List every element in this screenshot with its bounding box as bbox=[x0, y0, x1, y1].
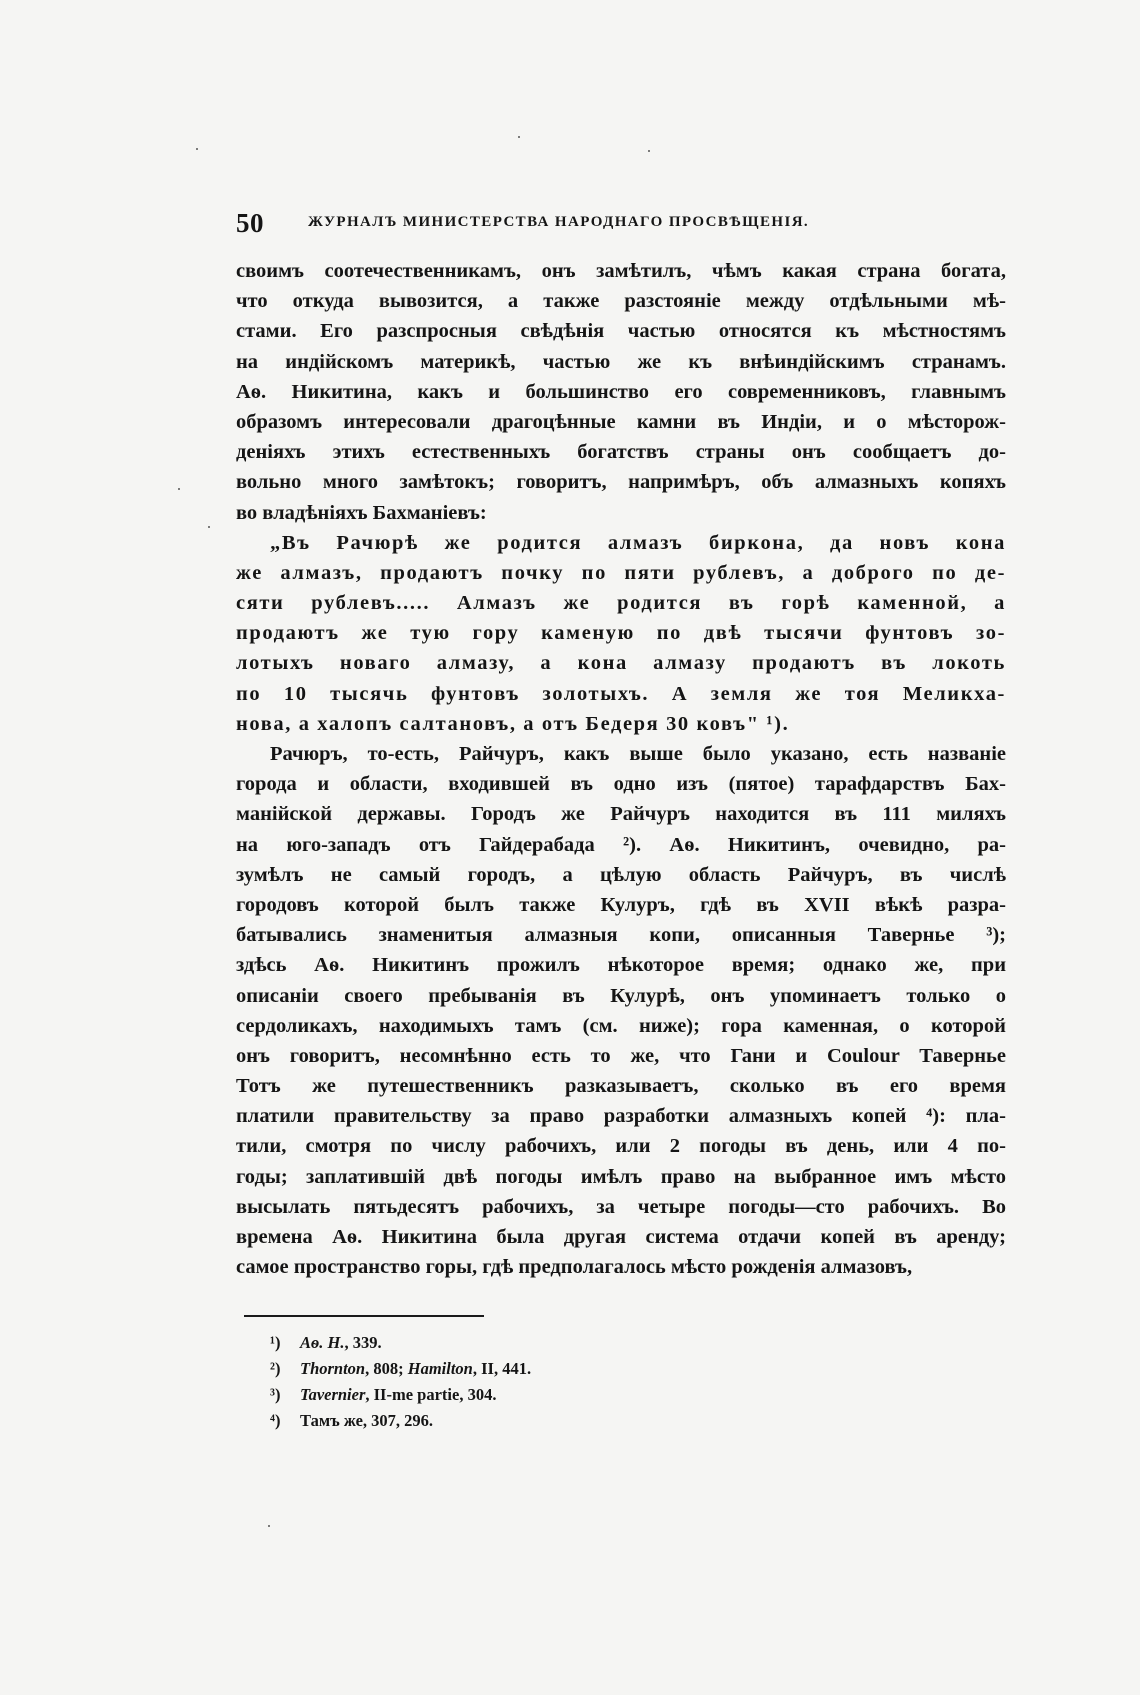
text-line: города и области, входившей въ одно изъ (пятое) тарафдарствъ Бах- bbox=[236, 773, 1006, 796]
footnote-text: , 339. bbox=[344, 1333, 382, 1352]
footnote-1 bbox=[270, 1330, 531, 1356]
scan-speck bbox=[518, 136, 520, 138]
body-text bbox=[236, 256, 1006, 1282]
text-line: описаніи своего пребыванія въ Кулурѣ, онъ упоминаетъ только о bbox=[236, 984, 1006, 1007]
footnotes bbox=[270, 1330, 531, 1434]
text-line: на индійскомъ материкѣ, частью же къ внѣиндійскимъ странамъ. bbox=[236, 350, 1006, 373]
footnote-text: , II, 441. bbox=[472, 1359, 532, 1378]
text-line: на юго-западъ отъ Гайдерабада ²). Аѳ. Никитинъ, очевидно, ра- bbox=[236, 833, 1006, 856]
scan-speck bbox=[648, 150, 650, 152]
text-line: по 10 тысячь фунтовъ золотыхъ. А земля же тоя Меликха- bbox=[236, 682, 1006, 705]
footnote-marker: ²) bbox=[270, 1359, 281, 1378]
text-line: годы; заплатившій двѣ погоды имѣлъ право на выбранное имъ мѣсто bbox=[236, 1165, 1006, 1188]
text-line: лотыхъ новаго алмазу, а кона алмазу продаютъ въ локоть bbox=[236, 652, 1006, 675]
footnote-marker: ³) bbox=[270, 1385, 281, 1404]
text-line: стами. Его разспросныя свѣдѣнія частью относятся къ мѣстностямъ bbox=[236, 320, 1006, 343]
text-line: во владѣніяхъ Бахманіевъ: bbox=[236, 501, 487, 524]
paragraph-2 bbox=[236, 739, 1006, 1282]
text-line: вольно много замѣтокъ; говоритъ, напримѣръ, объ алмазныхъ копяхъ bbox=[236, 471, 1006, 494]
text-line: Аѳ. Никитина, какъ и большинство его современниковъ, главнымъ bbox=[236, 380, 1006, 403]
paragraph-1 bbox=[236, 256, 1006, 528]
text-line: зумѣлъ не самый городъ, а цѣлую область Райчуръ, въ числѣ bbox=[236, 863, 1006, 886]
text-line: платили правительству за право разработки алмазныхъ копей ⁴): пла- bbox=[236, 1105, 1006, 1128]
footnote-marker: ⁴) bbox=[270, 1411, 281, 1430]
text-line: Тотъ же путешественникъ разказываетъ, сколько въ его время bbox=[236, 1075, 1006, 1098]
text-line: высылать пятьдесятъ рабочихъ, за четыре погоды—сто рабочихъ. Во bbox=[236, 1195, 1006, 1218]
footnote-divider bbox=[244, 1315, 484, 1317]
text-line: городовъ которой былъ также Кулуръ, гдѣ въ XVII вѣкѣ разра- bbox=[236, 893, 1006, 916]
footnote-2 bbox=[270, 1356, 531, 1382]
page-number: 50 bbox=[236, 208, 264, 238]
text-line: деніяхъ этихъ естественныхъ богатствъ страны онъ сообщаетъ до- bbox=[236, 441, 1006, 464]
scan-speck bbox=[208, 526, 210, 528]
footnote-marker: ¹) bbox=[270, 1333, 281, 1352]
page-header bbox=[236, 208, 1016, 238]
footnote-author: Аѳ. Н. bbox=[300, 1333, 345, 1352]
text-line: же алмазъ, продаютъ почку по пяти рублевъ, а доброго по де- bbox=[236, 561, 1006, 584]
text-line: батывались знаменитыя алмазныя копи, описанныя Тавернье ³); bbox=[236, 924, 1006, 947]
text-line: своимъ соотечественникамъ, онъ замѣтилъ, чѣмъ какая страна богата, bbox=[236, 260, 1006, 282]
text-line: здѣсь Аѳ. Никитинъ прожилъ нѣкоторое время; однако же, при bbox=[236, 954, 1006, 977]
footnote-text: , II-me partie, 304. bbox=[365, 1385, 497, 1404]
text-line: сяти рублевъ..... Алмазъ же родится въ горѣ каменной, а bbox=[236, 592, 1006, 615]
footnote-4 bbox=[270, 1408, 531, 1434]
text-line: онъ говоритъ, несомнѣнно есть то же, что Гани и Coulour Тавернье bbox=[236, 1044, 1006, 1067]
footnote-text: , 808; bbox=[365, 1359, 408, 1378]
scan-speck bbox=[268, 1525, 270, 1527]
text-line: продаютъ же тую гору каменую по двѣ тысячи фунтовъ зо- bbox=[236, 622, 1006, 645]
text-line: что откуда вывозится, а также разстояніе между отдѣльными мѣ- bbox=[236, 290, 1006, 313]
footnote-author: Tavernier bbox=[300, 1385, 366, 1404]
text-line: времена Аѳ. Никитина была другая система отдачи копей въ аренду; bbox=[236, 1226, 1006, 1248]
text-line: сердоликахъ, находимыхъ тамъ (см. ниже); гора каменная, о которой bbox=[236, 1014, 1006, 1037]
quotation bbox=[236, 528, 1006, 739]
scan-speck bbox=[196, 148, 198, 150]
running-title: ЖУРНАЛЪ МИНИСТЕРСТВА НАРОДНАГО ПРОСВѢЩЕНІЯ. bbox=[308, 214, 810, 230]
text-line: манійской державы. Городъ же Райчуръ находится въ 111 миляхъ bbox=[236, 803, 1006, 826]
footnote-author: Hamilton bbox=[407, 1359, 473, 1378]
footnote-text: Тамъ же, 307, 296. bbox=[300, 1411, 434, 1430]
text-line: нова, а халопъ салтановъ, а отъ Бедеря 30 ковъ" ¹). bbox=[236, 712, 790, 735]
text-line: тили, смотря по числу рабочихъ, или 2 погоды въ день, или 4 по- bbox=[236, 1135, 1006, 1158]
text-line: образомъ интересовали драгоцѣнные камни въ Индіи, и о мѣсторож- bbox=[236, 410, 1006, 433]
text-line: самое пространство горы, гдѣ предполагалось мѣсто рожденія алмазовъ, bbox=[236, 1256, 913, 1279]
scan-speck bbox=[178, 488, 180, 490]
text-line: Рачюръ, то-есть, Райчуръ, какъ выше было указано, есть названіе bbox=[270, 743, 1006, 765]
footnote-3 bbox=[270, 1382, 531, 1408]
footnote-author: Thornton bbox=[300, 1359, 366, 1378]
text-line: „Въ Рачюрѣ же родится алмазъ биркона, да новъ кона bbox=[270, 531, 1006, 554]
